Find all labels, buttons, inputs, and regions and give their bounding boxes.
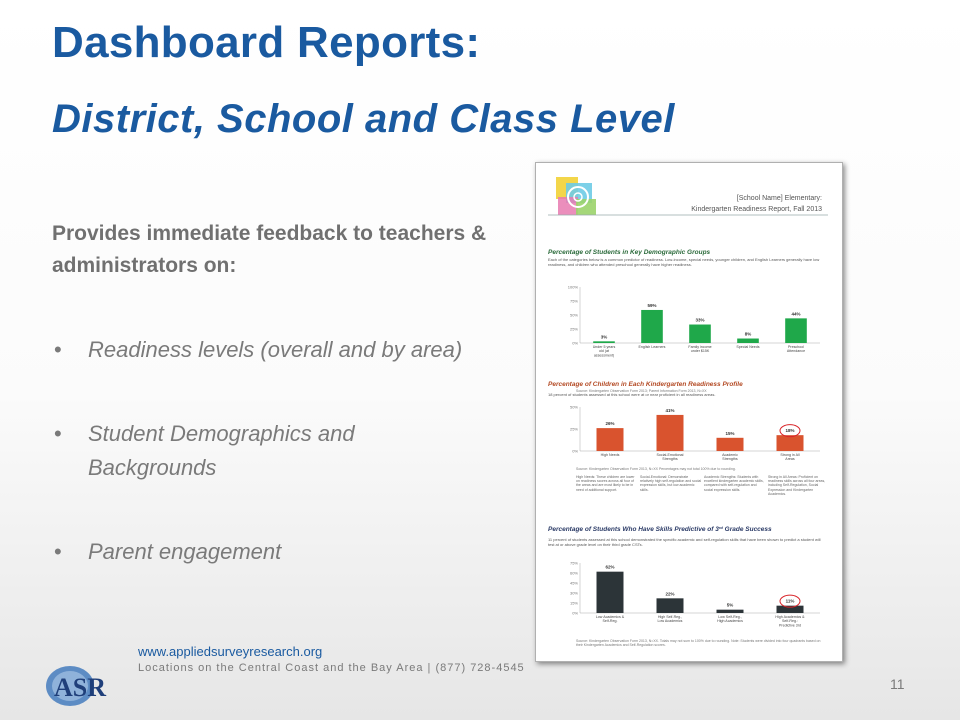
section3-heading xyxy=(548,525,772,534)
section3-heading-prefix: Percentage of Students Who Have Skills Predictive of 3 xyxy=(548,526,719,533)
bar xyxy=(717,438,744,451)
x-tick-line: under $15K xyxy=(690,349,710,354)
x-tick-line: Low Academics & xyxy=(595,615,625,619)
x-tick-line: Predictive 3rd xyxy=(779,623,801,628)
section1-text: Each of the categories below is a common predictor of readiness. Low-income, special needs, younger children, and English Learners generally have low readiness, and children who attended preschool generally have higher readiness. xyxy=(548,257,820,267)
y-tick-label: 25% xyxy=(569,426,578,432)
bar xyxy=(737,339,759,343)
section3-source: Source: Kindergarten Observation Form 2013, N=XX. Totals may not sum to 100% due to rounding. Note: Students were divided into four quadrants based on their Kindergarten Academics and Self-Regulation scores. xyxy=(576,639,821,648)
bar xyxy=(597,428,624,451)
bullet-icon: • xyxy=(54,337,62,362)
bar xyxy=(717,610,744,613)
x-tick-line: assessment) xyxy=(593,353,615,358)
report-header-line1: [School Name] Elementary: xyxy=(736,195,822,202)
x-tick-label xyxy=(601,453,620,457)
x-tick-label xyxy=(787,345,805,353)
y-tick-label: 50% xyxy=(569,312,578,318)
x-tick-line: High Needs xyxy=(600,453,620,457)
footer-locations: Locations on the Central Coast and the Bay Area | (877) 728-4545 xyxy=(138,662,525,674)
profile-note: High Needs: These children are lower on readiness scores across all four of the areas and are most likely to be in need of additional support. xyxy=(576,475,635,492)
y-tick-label: 0% xyxy=(572,340,578,346)
bar-value-label: 22% xyxy=(665,591,675,597)
section3-heading-sup: rd xyxy=(718,524,723,530)
x-tick-line: Strong in All xyxy=(780,453,800,457)
report-header-line2: Kindergarten Readiness Report, Fall 2013 xyxy=(691,206,822,213)
bullet-item xyxy=(52,535,482,569)
profile-note: Social-Emotional: Demonstrate relatively high self-regulation and social expression skills, but low academic skills. xyxy=(640,475,702,492)
x-tick-label xyxy=(775,615,805,627)
profile-note: Strong in All Areas: Proficient on readiness skills across all four areas, including Self-Regulation, Social Expression and Kindergarten Academics. xyxy=(768,475,826,496)
y-tick-label: 25% xyxy=(569,326,578,332)
x-tick-line: Areas xyxy=(785,457,795,462)
bar-value-label: 44% xyxy=(791,311,801,317)
x-tick-label xyxy=(688,345,711,353)
page-number: 11 xyxy=(890,676,905,692)
x-tick-line: Family income xyxy=(688,345,712,349)
readiness-profile-chart xyxy=(570,405,820,462)
x-tick-line: Academic xyxy=(722,453,738,457)
bar xyxy=(689,325,711,343)
third-grade-success-chart xyxy=(570,561,820,628)
x-tick-line: Social-Emotional xyxy=(656,453,684,457)
bar-value-label: 41% xyxy=(665,407,675,413)
section2-text: 18 percent of students assessed at this school were at or near proficient in all readiness areas. xyxy=(548,392,716,397)
footer-url-link[interactable]: www.appliedsurveyresearch.org xyxy=(138,644,323,659)
bar-value-label: 5% xyxy=(726,602,734,608)
bar-value-label: 8% xyxy=(744,331,752,337)
x-tick-line: High Academics & xyxy=(775,615,805,619)
x-tick-label xyxy=(722,453,738,461)
x-tick-label xyxy=(596,615,625,623)
bar-value-label: 62% xyxy=(605,564,615,570)
bullet-text: Parent engagement xyxy=(88,539,282,564)
y-tick-label: 30% xyxy=(569,590,578,596)
bar-value-label: 26% xyxy=(605,421,615,427)
section3-heading-suffix: Grade Success xyxy=(722,526,772,533)
bar-value-label: 3% xyxy=(600,334,608,340)
bullet-text: Readiness levels (overall and by area) xyxy=(88,337,463,362)
y-tick-label: 0% xyxy=(572,448,578,454)
y-tick-label: 45% xyxy=(569,580,578,586)
y-tick-label: 50% xyxy=(569,404,578,410)
section1-heading: Percentage of Students in Key Demographic Groups xyxy=(548,249,711,256)
bar xyxy=(777,435,804,451)
x-tick-label xyxy=(658,615,683,623)
x-tick-label xyxy=(736,345,759,349)
x-tick-label xyxy=(657,453,684,461)
bar-value-label: 15% xyxy=(725,430,735,436)
intro-text: Provides immediate feedback to teachers & administrators on: xyxy=(52,222,487,277)
x-tick-label xyxy=(639,345,666,349)
y-tick-label: 15% xyxy=(569,600,578,606)
report-thumbnail xyxy=(535,162,843,662)
x-tick-line: Low Self-Reg., xyxy=(718,615,742,619)
section1-source: Source: Kindergarten Observation Form 2013; Parent Information Form 2013, N=XX xyxy=(576,389,707,393)
x-tick-line: High Self-Reg., xyxy=(657,615,683,619)
asr-logo-icon xyxy=(40,658,136,710)
bullet-text: Student Demographics and Backgrounds xyxy=(88,421,355,480)
x-tick-line: Preschool xyxy=(788,345,804,349)
bullet-icon: • xyxy=(54,421,62,446)
bar-value-label: 11% xyxy=(785,598,795,604)
demographics-chart xyxy=(568,285,820,358)
profile-note: Academic Strengths: Students with excellent kindergarten academic skills, compared with self-regulation and social expression skills. xyxy=(704,475,764,492)
x-tick-line: Special Needs xyxy=(736,345,760,349)
bullet-list xyxy=(52,333,482,619)
y-tick-label: 0% xyxy=(572,610,578,616)
x-tick-line: Strengths xyxy=(662,457,678,462)
x-tick-line: High Academics xyxy=(717,619,743,624)
section3-text: 11 percent of students assessed at this school demonstrated the specific academic and self-regulation skills that have been shown to predict a student will test at or above grade level on their third grade CSTs. xyxy=(548,537,821,547)
bullet-item xyxy=(52,333,482,367)
bar xyxy=(785,318,807,343)
x-tick-line: Self-Reg. xyxy=(602,619,618,624)
x-tick-line: English Learners xyxy=(638,345,666,349)
bar xyxy=(657,415,684,451)
y-tick-label: 75% xyxy=(569,560,578,566)
bullet-icon: • xyxy=(54,539,62,564)
y-tick-label: 60% xyxy=(569,570,578,576)
x-tick-line: old (at xyxy=(599,349,609,354)
x-tick-line: Attendance xyxy=(786,349,806,354)
slide-title: Dashboard Reports: xyxy=(52,18,481,67)
x-tick-line: Self-Reg.: xyxy=(782,619,798,624)
bar xyxy=(641,310,663,343)
bullet-item xyxy=(52,417,482,485)
report-page xyxy=(536,163,842,661)
x-tick-label xyxy=(780,453,799,461)
section2-source: Source: Kindergarten Observation Form 2013, N=XX Percentages may not total 100% due to rounding. xyxy=(576,467,736,471)
slide-subtitle: District, School and Class Level xyxy=(52,97,675,141)
bar xyxy=(593,341,615,343)
logo-text: ASR xyxy=(54,673,107,702)
bar-value-label: 59% xyxy=(647,302,657,308)
bar xyxy=(597,572,624,613)
bar-value-label: 33% xyxy=(695,317,705,323)
section2-heading: Percentage of Children in Each Kindergarten Readiness Profile xyxy=(548,381,743,388)
y-tick-label: 100% xyxy=(567,284,578,290)
bar-value-label: 18% xyxy=(785,428,795,434)
y-tick-label: 75% xyxy=(569,298,578,304)
report-logo-icon xyxy=(556,177,596,215)
x-tick-line: Low Academics xyxy=(657,619,683,624)
x-tick-label xyxy=(593,345,616,357)
x-tick-line: Strengths xyxy=(722,457,738,462)
x-tick-line: Under 5 years xyxy=(592,345,616,349)
bar xyxy=(657,598,684,613)
x-tick-label xyxy=(717,615,743,623)
